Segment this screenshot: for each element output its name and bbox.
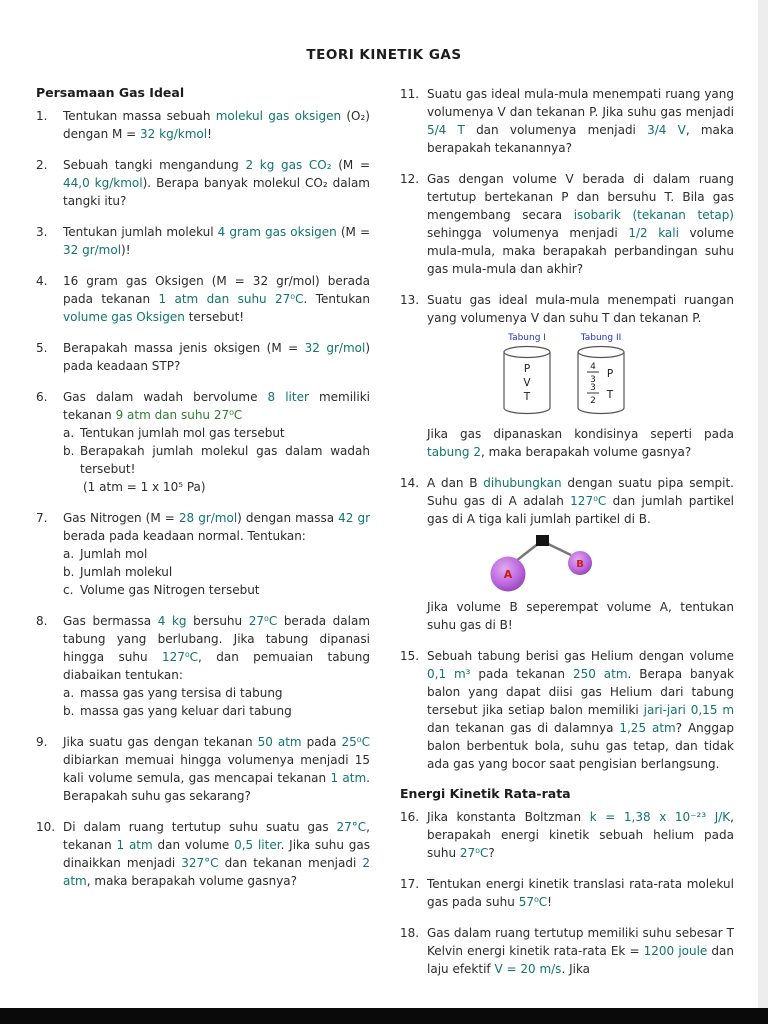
problem-content (427, 291, 734, 461)
problem-text (63, 612, 370, 684)
text-run: dan jumlah partikel gas di A tiga kali jumlah partikel di B. (427, 494, 734, 526)
sub-item-text (80, 581, 370, 599)
text-run: Jika gas dipanaskan kondisinya seperti pada (427, 427, 734, 441)
sub-item (63, 442, 370, 478)
problem-item (36, 272, 370, 326)
highlighted-text: 28 gr/mol (178, 511, 238, 525)
left-column (36, 85, 370, 991)
sub-item-marker: c. (63, 583, 74, 597)
text-run: Di dalam ruang tertutup suhu suatu gas (63, 820, 337, 834)
cylinder-1-icon (504, 347, 550, 414)
problem-text (427, 170, 734, 278)
text-run: , maka berapakah volume gasnya? (86, 874, 298, 888)
text-run: volume mula-mula, maka berapakah perbandingan suhu gas mula-mula dan akhir? (427, 226, 734, 276)
text-run: Tentukan jumlah molekul (63, 225, 218, 239)
text-run: )! (121, 243, 131, 257)
highlighted-text: dihubungkan (483, 476, 562, 490)
pipe-right-icon (546, 543, 571, 555)
text-run: Gas Nitrogen (M = (63, 511, 179, 525)
text-run: Volume gas Nitrogen tersebut (80, 583, 260, 597)
highlighted-text: V = 20 m/s (494, 962, 562, 976)
problem-item (36, 339, 370, 375)
text-run: Gas bermassa (63, 614, 158, 628)
highlighted-text: 9 atm dan suhu 27⁰C (115, 408, 243, 422)
highlighted-text: 42 gr (338, 511, 371, 525)
problem-text (427, 474, 734, 528)
problem-text-tail (427, 598, 734, 634)
highlighted-text: 1 atm (116, 838, 153, 852)
pipa-diagram (483, 533, 618, 595)
problem-item (36, 612, 370, 720)
sub-item-text (80, 702, 370, 720)
fraction-1-sym: P (606, 368, 614, 380)
problem-content (427, 924, 734, 978)
highlighted-text: k = 1,38 x 10⁻²³ J/K (589, 810, 731, 824)
problem-text-tail (427, 425, 734, 461)
fraction-1-den: 3 (590, 375, 596, 385)
highlighted-text: 1 atm dan suhu 27⁰C (158, 292, 304, 306)
problem-item (36, 156, 370, 210)
fraction-2-num: 3 (590, 383, 596, 393)
problem-item (400, 647, 734, 773)
text-run: Berapakah jumlah molekul gas dalam wadah tersebut! (80, 444, 370, 476)
problem-item (400, 85, 734, 157)
cylinder-1-v: V (523, 377, 531, 389)
problem-content (63, 156, 370, 210)
highlighted-text: 5/4 T (427, 123, 465, 137)
fraction-2-sym: T (606, 389, 614, 401)
highlighted-text: 2 atm (63, 856, 370, 888)
problem-item (36, 509, 370, 599)
sub-item-marker: b. (63, 565, 75, 579)
highlighted-text: isobarik (tekanan tetap) (573, 208, 734, 222)
problem-item (36, 818, 370, 890)
sub-item (63, 545, 370, 563)
sub-item (63, 684, 370, 702)
problem-text (427, 647, 734, 773)
highlighted-text: 44,0 kg/kmol (63, 176, 143, 190)
problem-item (400, 808, 734, 862)
text-run: Tentukan jumlah mol gas tersebut (80, 426, 285, 440)
tabung-diagram (485, 330, 655, 422)
problem-text (63, 818, 370, 890)
problem-item (400, 474, 734, 634)
highlighted-text: 32 kg/kmol (140, 127, 208, 141)
problem-item (400, 291, 734, 461)
problem-content (427, 85, 734, 157)
highlighted-text: 8 liter (267, 390, 309, 404)
sub-item-text (80, 545, 370, 563)
problem-number: 13. (400, 293, 420, 307)
highlighted-text: 1 atm (330, 771, 367, 785)
text-run: Jika konstanta Boltzman (427, 810, 590, 824)
text-run: . Berapakah suhu gas sekarang? (63, 771, 370, 803)
text-run: Gas dalam wadah bervolume (63, 390, 268, 404)
text-run: pada tekanan (470, 667, 573, 681)
problem-item (400, 875, 734, 911)
text-run: massa gas yang keluar dari tabung (80, 704, 292, 718)
text-run: berada dalam tabung yang berlubang. Jika tabung dipanasi hingga suhu (63, 614, 371, 664)
text-run: pada (301, 735, 342, 749)
highlighted-text: molekul gas oksigen (215, 109, 342, 123)
problem-text (427, 875, 734, 911)
text-run: Suatu gas ideal mula-mula menempati ruangan yang volumenya V dan suhu T dan tekanan P. (427, 293, 734, 325)
problem-item (36, 107, 370, 143)
problem-number: 12. (400, 172, 420, 186)
text-run: (O₂) dengan M = (63, 109, 370, 141)
text-run: . Jika suhu gas dinaikkan menjadi (63, 838, 370, 870)
highlighted-text: 4 kg (157, 614, 187, 628)
highlighted-text: 0,1 m³ (427, 667, 471, 681)
problem-item (36, 223, 370, 259)
problem-number: 5. (36, 341, 48, 355)
problem-number: 1. (36, 109, 48, 123)
section-heading: Energi Kinetik Rata-rata (400, 786, 571, 801)
scrollbar-track[interactable] (758, 0, 768, 1024)
problem-content (63, 388, 370, 496)
problem-content (63, 818, 370, 890)
sub-item-text (80, 442, 370, 478)
problem-number: 14. (400, 476, 420, 490)
problem-text (63, 156, 370, 210)
text-run: . Berapa banyak balon yang dapat diisi gas Helium dari tabung tersebut jika setiap balon memiliki (427, 667, 735, 717)
problem-text (63, 223, 370, 259)
problem-number: 17. (400, 877, 420, 891)
text-run: (M = (336, 225, 371, 239)
sub-item-text (80, 424, 370, 442)
highlighted-text: 1200 joule (643, 944, 708, 958)
highlighted-text: 0,5 liter (234, 838, 281, 852)
text-run: , dan pemuaian tabung diabaikan tentukan: (63, 650, 370, 682)
sub-item (63, 581, 370, 599)
sub-item (63, 702, 370, 720)
problem-number: 2. (36, 158, 48, 172)
cylinder-2-icon (578, 347, 624, 414)
highlighted-text: 327°C (181, 856, 219, 870)
text-run: . Jika (561, 962, 591, 976)
problem-content (427, 875, 734, 911)
sub-item-marker: b. (63, 444, 75, 458)
problem-content (63, 339, 370, 375)
highlighted-text: 27⁰C (459, 846, 489, 860)
text-run: Jika suatu gas dengan tekanan (63, 735, 258, 749)
text-run: massa gas yang tersisa di tabung (80, 686, 283, 700)
text-run: ! (207, 127, 212, 141)
tabung-2-label: Tabung II (580, 333, 622, 343)
highlighted-text: 57⁰C (518, 895, 548, 909)
problem-text (63, 509, 370, 545)
problem-number: 16. (400, 810, 420, 824)
text-run: Jumlah mol (80, 547, 148, 561)
highlighted-text: 127⁰C (570, 494, 607, 508)
text-run: dan laju efektif (427, 944, 735, 976)
problem-text (427, 924, 734, 978)
problem-text (63, 388, 370, 424)
text-run: sehingga volumenya menjadi (427, 226, 629, 240)
problem-content (63, 272, 370, 326)
highlighted-text: 127⁰C (161, 650, 199, 664)
problem-number: 15. (400, 649, 420, 663)
cylinder-1-t: T (523, 391, 531, 403)
sub-item-marker: a. (63, 426, 75, 440)
text-run: ). Berapa banyak molekul CO₂ dalam tangki itu? (63, 176, 370, 208)
text-run: ! (547, 895, 552, 909)
problem-item (36, 388, 370, 496)
problem-text (427, 291, 734, 327)
text-run: ) pada keadaan STP? (63, 341, 371, 373)
problem-text (427, 808, 734, 862)
cylinder-1-p: P (523, 363, 531, 375)
content-columns (0, 63, 768, 991)
problem-content (63, 612, 370, 720)
highlighted-text: 1/2 kali (628, 226, 679, 240)
text-run: Gas dengan volume V berada di dalam ruang tertutup bertekanan P dan bersuhu T. Bila gas mengembang secara (427, 172, 734, 222)
problem-content (63, 509, 370, 599)
highlighted-text: tabung 2 (427, 445, 481, 459)
problem-number: 6. (36, 390, 48, 404)
text-run: . Tentukan (303, 292, 370, 306)
highlighted-text: 250 atm (572, 667, 628, 681)
fraction-2-den: 2 (590, 396, 596, 406)
text-run: , maka berapakah tekanannya? (427, 123, 735, 155)
text-run: Gas dalam ruang tertutup memiliki suhu sebesar T Kelvin energi kinetik rata-rata Ek = (427, 926, 734, 958)
text-run: Jumlah molekul (80, 565, 173, 579)
problem-content (427, 647, 734, 773)
problem-number: 11. (400, 87, 420, 101)
right-column (400, 85, 734, 991)
text-run: (M = (331, 158, 370, 172)
highlighted-text: 1,25 atm (619, 721, 676, 735)
text-run: A dan B (427, 476, 484, 490)
text-run: , tekanan (63, 820, 370, 852)
problem-content (63, 733, 370, 805)
text-run: , maka berapakah volume gasnya? (480, 445, 692, 459)
problem-number: 10. (36, 820, 56, 834)
text-run: dan volume (152, 838, 235, 852)
sub-item-text (80, 563, 370, 581)
text-run: ? (488, 846, 495, 860)
highlighted-text: 27°C (336, 820, 367, 834)
problem-item (400, 170, 734, 278)
problem-number: 18. (400, 926, 420, 940)
highlighted-text: 2 kg gas CO₂ (245, 158, 332, 172)
sub-item (63, 424, 370, 442)
text-run: Tentukan massa sebuah (63, 109, 216, 123)
problem-text (63, 107, 370, 143)
text-run: Sebuah tangki mengandung (63, 158, 246, 172)
highlighted-text: 27⁰C (248, 614, 278, 628)
text-run: Sebuah tabung berisi gas Helium dengan volume (427, 649, 734, 663)
text-run: dan tekanan menjadi (218, 856, 363, 870)
bottom-toolbar (0, 1008, 768, 1024)
problem-number: 9. (36, 735, 48, 749)
text-run: dan volumenya menjadi (464, 123, 648, 137)
highlighted-text: 32 gr/mol (304, 341, 366, 355)
text-run: bersuhu (186, 614, 249, 628)
sub-item-marker: a. (63, 547, 75, 561)
text-run: dibiarkan memuai hingga volumenya menjadi 15 kali volume semula, gas mencapai tekanan (63, 753, 370, 785)
text-run: dengan suatu pipa sempit. Suhu gas di A adalah (427, 476, 734, 508)
text-run: berada pada keadaan normal. Tentukan: (63, 529, 306, 543)
problem-text (427, 85, 734, 157)
problem-text (63, 733, 370, 805)
fraction-1-num: 4 (590, 362, 596, 372)
sub-item (63, 563, 370, 581)
highlighted-text: 3/4 V (647, 123, 686, 137)
highlighted-text: 25⁰C (341, 735, 370, 749)
problem-number: 8. (36, 614, 48, 628)
problem-number: 3. (36, 225, 48, 239)
text-run: Jika volume B seperempat volume A, tentukan suhu gas di B! (427, 600, 734, 632)
tabung-1-label: Tabung I (508, 333, 546, 343)
sub-item-text (80, 684, 370, 702)
highlighted-text: jari-jari 0,15 m (643, 703, 735, 717)
highlighted-text: 50 atm (257, 735, 302, 749)
highlighted-text: 4 gram gas oksigen (217, 225, 337, 239)
problem-text (63, 339, 370, 375)
problem-item (36, 733, 370, 805)
text-run: 16 gram gas Oksigen (M = 32 gr/mol) berada pada tekanan (63, 274, 370, 306)
text-run: Berapakah massa jenis oksigen (M = (63, 341, 305, 355)
highlighted-text: 32 gr/mol (63, 243, 122, 257)
pipe-left-icon (516, 543, 539, 561)
problem-content (427, 808, 734, 862)
text-run: Tentukan energi kinetik translasi rata-rata molekul gas pada suhu (427, 877, 734, 909)
problem-content (63, 107, 370, 143)
text-run: tersebut! (184, 310, 245, 324)
text-run: , berapakah energi kinetik sebuah helium pada suhu (427, 810, 734, 860)
problem-text (63, 272, 370, 326)
vessel-a-label: A (503, 568, 513, 581)
highlighted-text: volume gas Oksigen (63, 310, 185, 324)
valve-icon (536, 535, 549, 546)
problem-number: 7. (36, 511, 48, 525)
sub-item-marker: a. (63, 686, 75, 700)
note-text: (1 atm = 1 x 10⁵ Pa) (83, 480, 206, 494)
problem-content (427, 170, 734, 278)
problem-content (427, 474, 734, 634)
problem-number: 4. (36, 274, 48, 288)
text-run: ? Anggap balon berbentuk bola, suhu gas tetap, dan tidak ada gas yang bocor saat pengisian berlangsung. (427, 721, 734, 771)
sub-item-marker: b. (63, 704, 75, 718)
text-run: memiliki tekanan (63, 390, 370, 422)
problem-content (63, 223, 370, 259)
page-title: TEORI KINETIK GAS (306, 47, 462, 63)
vessel-b-label: B (576, 559, 584, 570)
text-run: Suatu gas ideal mula-mula menempati ruang yang volumenya V dan tekanan P. Jika suhu gas menjadi (427, 87, 734, 119)
text-run: dan tekanan gas di dalamnya (427, 721, 620, 735)
text-run: ) dengan massa (237, 511, 339, 525)
section-heading: Persamaan Gas Ideal (36, 85, 185, 100)
problem-item (400, 924, 734, 978)
